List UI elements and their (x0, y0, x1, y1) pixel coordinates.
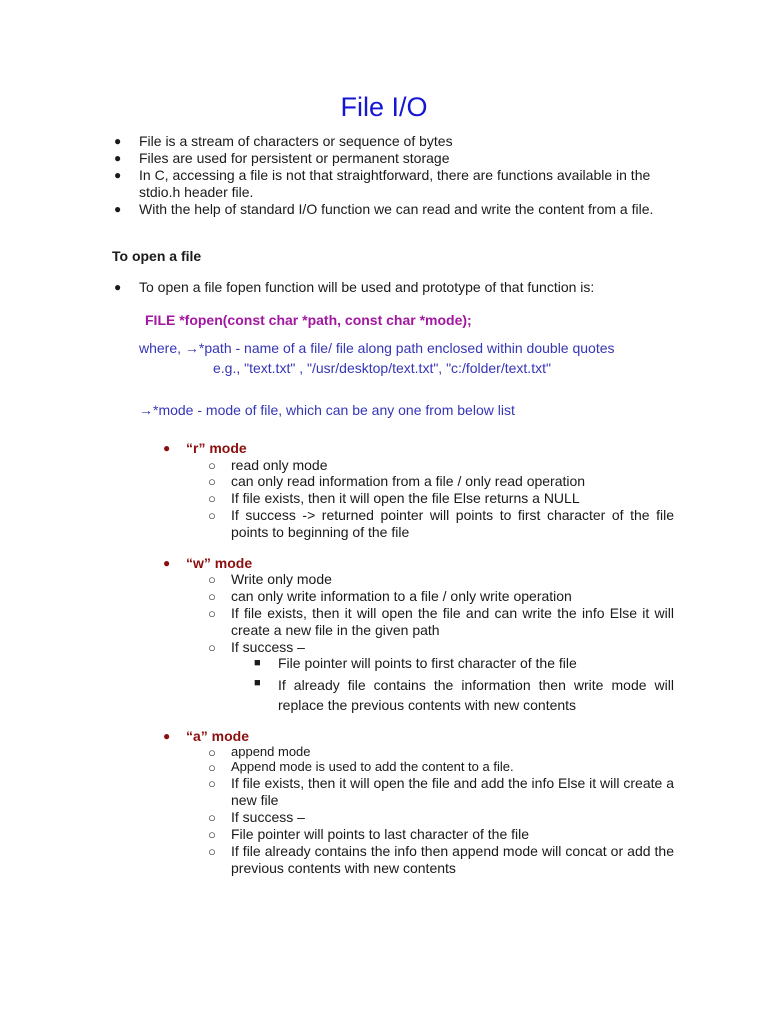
bullet-glyph: ● (163, 556, 171, 570)
bullet-glyph: ● (114, 202, 122, 216)
bullet-glyph: ○ (208, 572, 216, 587)
mode-description: →*mode - mode of file, which can be any one from below list (139, 402, 515, 418)
a-mode-item-2: Append mode is used to add the content to a file. (231, 759, 514, 774)
a-mode-item-6: If file already contains the info then append mode will concat or add the previous contents with new contents (231, 843, 674, 876)
w-mode-item-3: If file exists, then it will open the file and can write the info Else it will create a new file in the given path (231, 605, 674, 638)
bullet-glyph: ○ (208, 640, 216, 655)
intro-bullet-3: In C, accessing a file is not that straightforward, there are functions available in the stdio.h header file. (139, 167, 651, 200)
a-mode-item-3: If file exists, then it will open the file and add the info Else it will create a new file (231, 775, 674, 808)
bullet-glyph: ● (163, 729, 171, 743)
path-description: where, →*path - name of a file/ file along path enclosed within double quotes (139, 340, 615, 356)
w-mode-item-4: If success – (231, 639, 305, 655)
w-mode-item-2: can only write information to a file / only write operation (231, 588, 572, 604)
bullet-glyph: ○ (208, 508, 216, 523)
r-mode-item-1: read only mode (231, 457, 328, 473)
bullet-glyph: ● (114, 134, 122, 148)
bullet-glyph: ○ (208, 810, 216, 825)
w-mode-subitem-1: File pointer will points to first character of the file (278, 655, 577, 671)
bullet-glyph: ● (114, 151, 122, 165)
bullet-glyph: ○ (208, 589, 216, 604)
section-heading: To open a file (112, 248, 202, 264)
w-mode-subitem-2: If already file contains the information then write mode will replace the previous contents with new contents (278, 677, 674, 713)
w-mode-heading: “w” mode (186, 555, 253, 571)
bullet-glyph: ● (163, 441, 171, 455)
bullet-glyph: ○ (208, 606, 216, 621)
intro-bullet-2: Files are used for persistent or permanent storage (139, 150, 450, 166)
r-mode-item-2: can only read information from a file / only read operation (231, 473, 586, 489)
bullet-glyph: ○ (208, 760, 216, 775)
open-bullet: To open a file fopen function will be used and prototype of that function is: (139, 279, 595, 295)
bullet-glyph: ○ (208, 458, 216, 473)
path-examples: e.g., "text.txt" , "/usr/desktop/text.txt", "c:/folder/text.txt" (213, 360, 551, 376)
bullet-glyph: ■ (254, 657, 261, 669)
bullet-glyph: ■ (254, 677, 261, 689)
bullet-glyph: ○ (208, 776, 216, 791)
bullet-glyph: ○ (208, 474, 216, 489)
a-mode-item-5: File pointer will points to last character of the file (231, 826, 530, 842)
r-mode-item-3: If file exists, then it will open the file Else returns a NULL (231, 490, 580, 506)
bullet-glyph: ○ (208, 844, 216, 859)
bullet-glyph: ● (114, 168, 122, 182)
w-mode-item-1: Write only mode (231, 571, 332, 587)
r-mode-item-4: If success -> returned pointer will points to first character of the file points to beginning of the file (231, 507, 674, 540)
bullet-glyph: ○ (208, 491, 216, 506)
a-mode-item-4: If success – (231, 809, 305, 825)
page-title: File I/O (340, 92, 428, 122)
bullet-glyph: ● (114, 280, 122, 294)
a-mode-heading: “a” mode (186, 728, 250, 744)
r-mode-heading: “r” mode (186, 440, 247, 456)
bullet-glyph: ○ (208, 827, 216, 842)
intro-bullet-4: With the help of standard I/O function we can read and write the content from a file. (139, 201, 654, 217)
intro-bullet-1: File is a stream of characters or sequence of bytes (139, 133, 453, 149)
fopen-prototype: FILE *fopen(const char *path, const char *mode); (145, 312, 472, 328)
a-mode-item-1: append mode (231, 744, 311, 759)
bullet-glyph: ○ (208, 745, 216, 760)
